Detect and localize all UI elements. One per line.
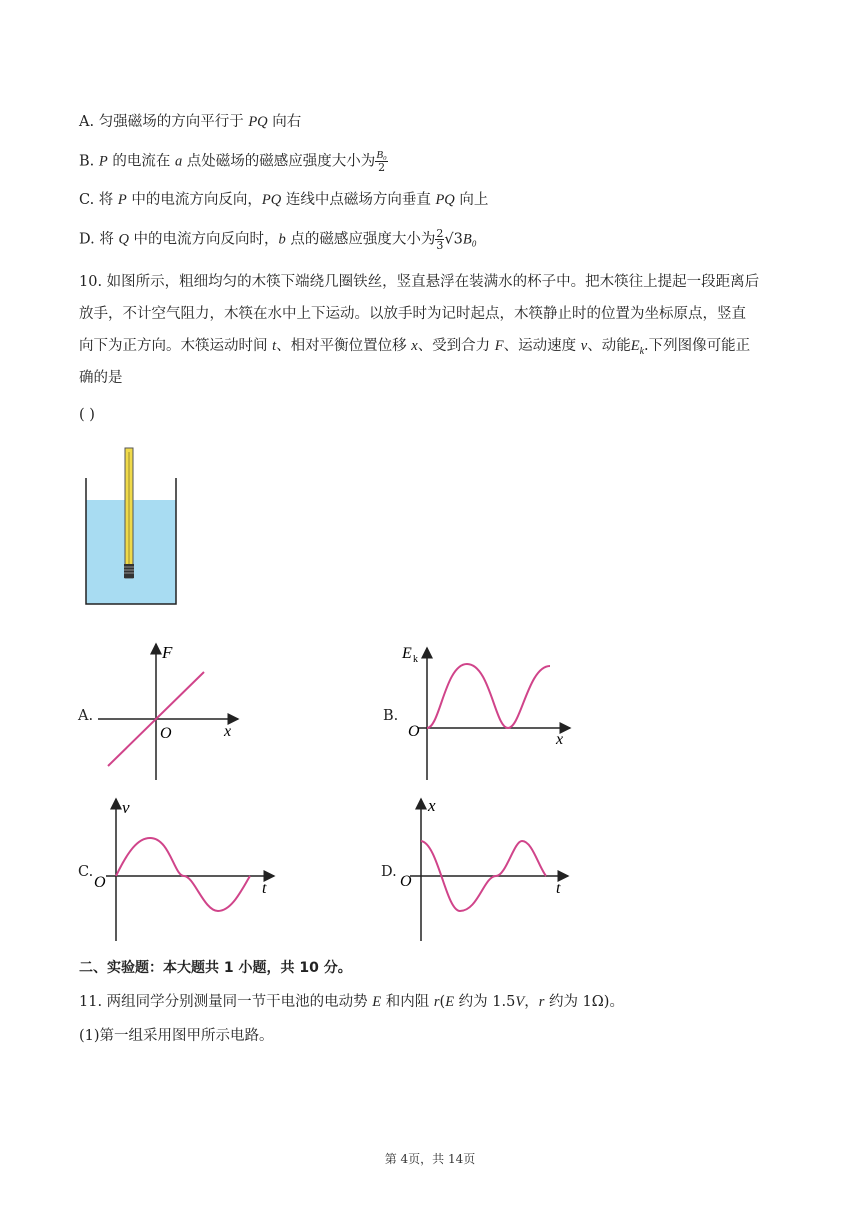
page-footer: 第 4页，共 14页 [384,1152,476,1166]
y-axis-subscript: k [413,654,418,665]
q10-line2: 放手，不计空气阻力，木筷在水中上下运动。以放手时为记时起点，木筷静止时的位置为坐标原点，竖直 [79,306,746,322]
option-9b: B. P 的电流在 a 点处磁场的磁感应强度大小为 $\frac{\text{B₀}}{2}$ [79,149,387,174]
y-axis-label: E [402,645,412,662]
q10-line1: 10. 如图所示，粗细均匀的木筷下端绕几圈铁丝，竖直悬浮在装满水的杯子中。把木筷往上提起一段距离后 [79,274,760,290]
cup-figure [80,440,185,610]
graph-b-label: B. [383,708,399,724]
graph-c [92,795,282,943]
origin-label: O [94,874,106,891]
fraction-b0-over-2: $\frac{\text{B₀}}{2}$ [376,149,387,174]
option-9c: C. 将 P 中的电流方向反向，PQ 连线中点磁场方向垂直 PQ 向上 [79,192,489,208]
x-axis-label: x [556,731,564,748]
y-axis-label: F [162,643,173,662]
origin-label: O [408,723,420,740]
curve-line [116,838,250,911]
graph-a [96,640,246,782]
graph-c-label: C. [78,864,94,880]
origin-label: O [400,873,412,890]
x-axis-label: x [224,723,232,740]
section-2-heading: 二、实验题：本大题共 1 小题，共 10 分。 [79,960,352,976]
origin-label: O [160,725,172,742]
graph-b [400,640,575,782]
q10-line3: 向下为正方向。木筷运动时间 t、相对平衡位置位移 x、受到合力 F、运动速度 v、动能$E_k$.下列图像可能正 [79,338,751,357]
option-9d: D. 将 Q 中的电流方向反向时，b 点的磁感应强度大小为 $\frac{2}{3}$ √3B₀ [79,227,477,252]
q11-part1: (1)第一组采用图甲所示电路。 [79,1028,274,1044]
q10-line4: 确的是 [79,370,123,386]
graph-d-label: D. [381,864,397,880]
iron-wire-coil [124,564,134,578]
q11-line1: 11. 两组同学分别测量同一节干电池的电动势 E 和内阻 r(E 约为 1.5V，r 约为 1Ω)。 [79,994,624,1010]
x-axis-label: t [556,880,561,897]
curve-line [427,664,550,728]
graph-a-label: A. [78,708,94,724]
answer-bracket: ( ) [79,407,95,423]
option-9a: A. 匀强磁场的方向平行于 PQ 向右 [79,114,302,130]
y-axis-label: v [122,798,130,817]
graph-d [396,795,576,943]
x-axis-label: t [262,880,267,897]
y-axis-label: x [428,796,436,815]
fraction-2-over-3: $\frac{2}{3}$ [436,227,444,252]
